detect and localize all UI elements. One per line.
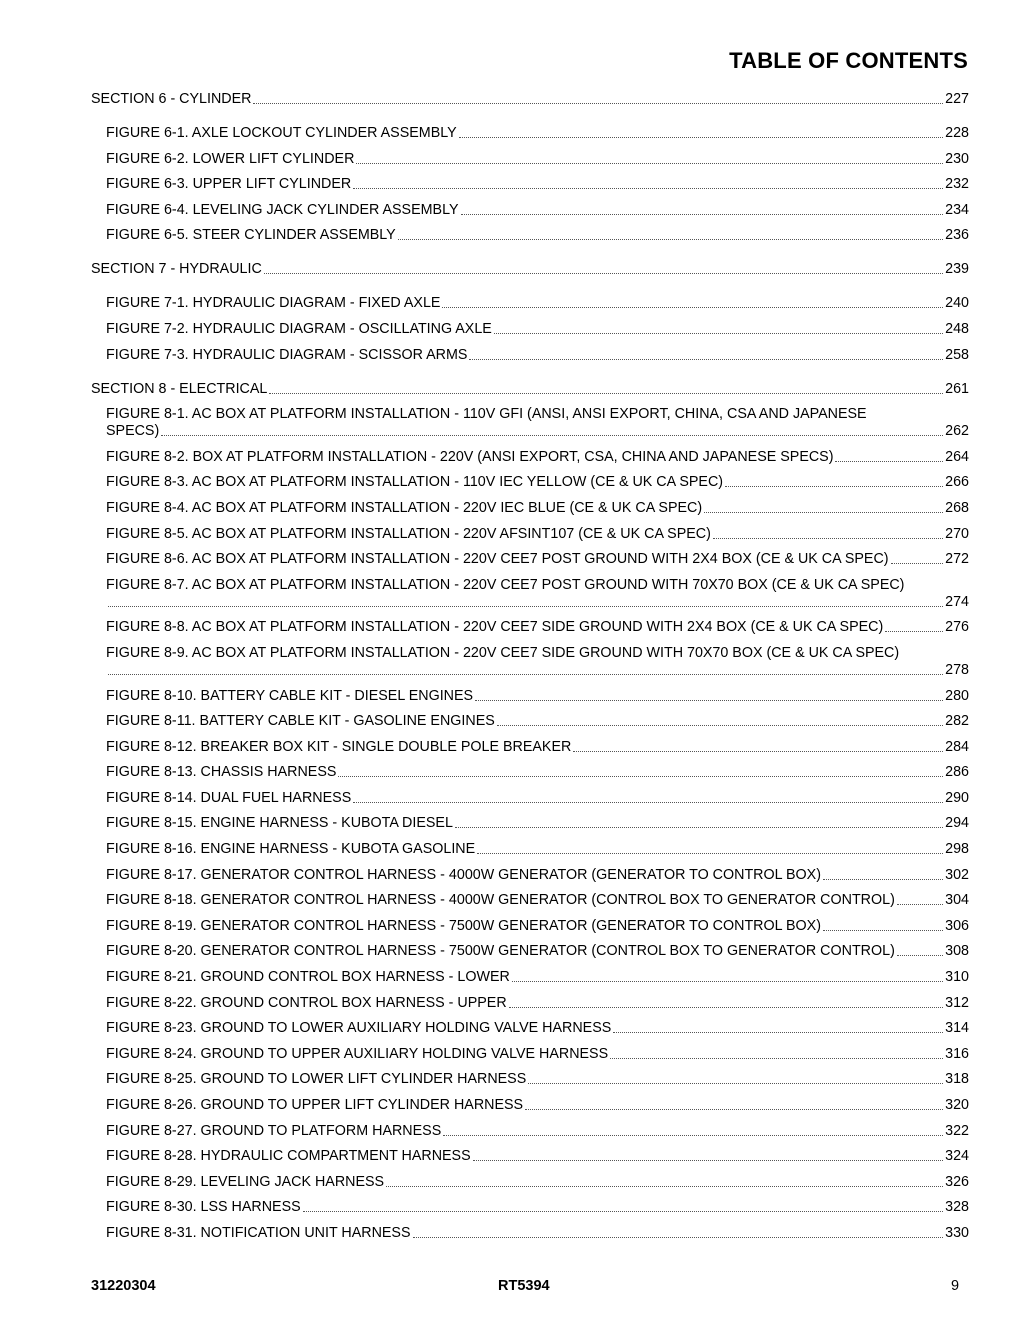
toc-entry-label: FIGURE 8-6. AC BOX AT PLATFORM INSTALLATION - 220V CEE7 POST GROUND WITH 2X4 BOX (CE & UK CA SPEC) xyxy=(106,551,889,568)
toc-entry-page: 308 xyxy=(945,943,969,960)
toc-entry-label: FIGURE 8-22. GROUND CONTROL BOX HARNESS - UPPER xyxy=(106,994,507,1011)
dot-leader xyxy=(264,273,943,274)
toc-entry-label: SECTION 6 - CYLINDER xyxy=(91,91,252,107)
toc-entry-label: FIGURE 8-8. AC BOX AT PLATFORM INSTALLATION - 220V CEE7 SIDE GROUND WITH 2X4 BOX (CE & UK CA SPEC) xyxy=(106,619,884,636)
toc-entry-label: FIGURE 8-25. GROUND TO LOWER LIFT CYLINDER HARNESS xyxy=(106,1071,527,1088)
toc-entry-figure[interactable] xyxy=(91,474,969,491)
toc-entry-figure[interactable] xyxy=(91,526,969,543)
toc-entry-page: 322 xyxy=(945,1122,969,1139)
toc-entry-page: 234 xyxy=(945,201,969,218)
toc-entry-label: FIGURE 8-5. AC BOX AT PLATFORM INSTALLATION - 220V AFSINT107 (CE & UK CA SPEC) xyxy=(106,525,711,542)
toc-entry-label: SECTION 8 - ELECTRICAL xyxy=(91,380,268,397)
toc-entry-section[interactable] xyxy=(91,91,969,108)
toc-entry-page: 310 xyxy=(945,969,969,986)
toc-entry-label: FIGURE 8-30. LSS HARNESS xyxy=(106,1199,301,1216)
toc-entry-label: FIGURE 7-2. HYDRAULIC DIAGRAM - OSCILLATING AXLE xyxy=(106,320,492,337)
toc-entry-page: 294 xyxy=(945,815,969,832)
toc-entry-label: FIGURE 8-14. DUAL FUEL HARNESS xyxy=(106,789,352,806)
toc-entry-figure[interactable] xyxy=(91,841,969,858)
toc-entry-figure[interactable] xyxy=(91,1071,969,1088)
toc-entry-label: FIGURE 8-16. ENGINE HARNESS - KUBOTA GASOLINE xyxy=(106,841,476,858)
dot-leader xyxy=(823,879,943,880)
toc-entry-label: FIGURE 8-1. AC BOX AT PLATFORM INSTALLATION - 110V GFI (ANSI, ANSI EXPORT, CHINA, CSA AND JAPANESE xyxy=(106,406,867,423)
toc-entry-page: 278 xyxy=(945,661,969,678)
dot-leader xyxy=(835,461,943,462)
toc-entry-page: 272 xyxy=(945,551,969,568)
dot-leader xyxy=(469,359,943,360)
toc-entry-page: 240 xyxy=(945,295,969,312)
toc-entry-label: FIGURE 8-9. AC BOX AT PLATFORM INSTALLATION - 220V CEE7 SIDE GROUND WITH 70X70 BOX (CE & UK CA SPEC) xyxy=(106,644,900,661)
toc-entry-figure[interactable] xyxy=(91,125,969,142)
dot-leader xyxy=(613,1032,943,1033)
toc-entry-page: 248 xyxy=(945,320,969,337)
toc-entry-page: 286 xyxy=(945,764,969,781)
toc-entry-label: FIGURE 8-21. GROUND CONTROL BOX HARNESS - LOWER xyxy=(106,969,510,986)
dot-leader xyxy=(477,853,943,854)
dot-leader xyxy=(475,700,943,701)
toc-entry-label-continued: SPECS) xyxy=(106,423,160,440)
toc-entry-continuation xyxy=(106,594,969,611)
toc-entry-figure[interactable] xyxy=(91,1225,969,1242)
toc-entry-figure[interactable] xyxy=(91,551,969,568)
toc-entry-label: FIGURE 8-11. BATTERY CABLE KIT - GASOLINE ENGINES xyxy=(106,713,495,730)
toc-entry-figure[interactable] xyxy=(91,577,969,611)
toc-entry-label: SECTION 7 - HYDRAULIC xyxy=(91,261,262,278)
toc-entry-page: 314 xyxy=(945,1020,969,1037)
toc-entry-figure[interactable] xyxy=(91,227,969,244)
dot-leader xyxy=(897,904,943,905)
toc-entry-figure[interactable] xyxy=(91,815,969,832)
toc-entry-page: 274 xyxy=(945,593,969,610)
dot-leader xyxy=(891,563,944,564)
dot-leader xyxy=(885,631,943,632)
toc-entry-figure[interactable] xyxy=(91,1097,969,1114)
footer-model: RT5394 xyxy=(498,1278,550,1294)
toc-entry-page: 318 xyxy=(945,1071,969,1088)
toc-entry-figure[interactable] xyxy=(91,151,969,168)
toc-entry-figure[interactable] xyxy=(91,1148,969,1165)
toc-entry-page: 268 xyxy=(945,499,969,516)
dot-leader xyxy=(573,751,943,752)
toc-entry-figure[interactable] xyxy=(91,645,969,679)
toc-entry-figure[interactable] xyxy=(91,790,969,807)
toc-entry-continuation xyxy=(106,662,969,679)
toc-entry-figure[interactable] xyxy=(91,449,969,466)
dot-leader xyxy=(525,1109,943,1110)
toc-entry-label: FIGURE 6-2. LOWER LIFT CYLINDER xyxy=(106,150,355,167)
toc-entry-figure[interactable] xyxy=(91,943,969,960)
dot-leader xyxy=(108,606,943,607)
dot-leader xyxy=(610,1058,943,1059)
dot-leader xyxy=(461,214,944,215)
toc-entry-page: 270 xyxy=(945,525,969,542)
toc-entry-figure[interactable] xyxy=(91,764,969,781)
toc-entry-label: FIGURE 8-20. GENERATOR CONTROL HARNESS - 7500W GENERATOR (CONTROL BOX TO GENERATOR CONTROL) xyxy=(106,943,895,960)
toc-entry-label: FIGURE 8-23. GROUND TO LOWER AUXILIARY HOLDING VALVE HARNESS xyxy=(106,1020,612,1037)
toc-entry-label: FIGURE 8-10. BATTERY CABLE KIT - DIESEL ENGINES xyxy=(106,687,474,704)
table-of-contents xyxy=(91,91,969,1242)
toc-entry-figure[interactable] xyxy=(91,295,969,312)
toc-entry-label: FIGURE 8-15. ENGINE HARNESS - KUBOTA DIESEL xyxy=(106,815,453,832)
toc-entry-label: FIGURE 8-18. GENERATOR CONTROL HARNESS - 4000W GENERATOR (CONTROL BOX TO GENERATOR CONTROL) xyxy=(106,892,895,909)
dot-leader xyxy=(356,163,943,164)
toc-entry-figure[interactable] xyxy=(91,619,969,636)
toc-entry-page: 282 xyxy=(945,713,969,730)
dot-leader xyxy=(413,1237,944,1238)
dot-leader xyxy=(497,725,943,726)
toc-entry-page: 290 xyxy=(945,789,969,806)
toc-entry-figure[interactable] xyxy=(91,1199,969,1216)
dot-leader xyxy=(353,188,943,189)
toc-entry-label: FIGURE 8-2. BOX AT PLATFORM INSTALLATION - 220V (ANSI EXPORT, CSA, CHINA AND JAPANESE SPECS) xyxy=(106,448,834,465)
toc-entry-label: FIGURE 6-3. UPPER LIFT CYLINDER xyxy=(106,176,352,193)
toc-entry-figure[interactable] xyxy=(91,995,969,1012)
dot-leader xyxy=(713,538,943,539)
dot-leader xyxy=(528,1083,943,1084)
toc-entry-page: 316 xyxy=(945,1045,969,1062)
footer-page-number: 9 xyxy=(951,1278,960,1294)
dot-leader xyxy=(512,981,943,982)
toc-entry-label: FIGURE 8-3. AC BOX AT PLATFORM INSTALLATION - 110V IEC YELLOW (CE & UK CA SPEC) xyxy=(106,474,724,491)
dot-leader xyxy=(704,512,943,513)
dot-leader xyxy=(459,137,943,138)
dot-leader xyxy=(269,393,943,394)
toc-entry-page: 258 xyxy=(945,346,969,363)
toc-entry-label: FIGURE 8-31. NOTIFICATION UNIT HARNESS xyxy=(106,1224,411,1241)
toc-entry-label: FIGURE 8-28. HYDRAULIC COMPARTMENT HARNESS xyxy=(106,1148,471,1165)
toc-entry-page: 302 xyxy=(945,866,969,883)
toc-entry-figure[interactable] xyxy=(91,1046,969,1063)
toc-entry-section[interactable] xyxy=(91,261,969,278)
toc-entry-page: 328 xyxy=(945,1199,969,1216)
dot-leader xyxy=(303,1211,943,1212)
toc-entry-page: 326 xyxy=(945,1173,969,1190)
toc-entry-page: 324 xyxy=(945,1148,969,1165)
toc-entry-label: FIGURE 8-24. GROUND TO UPPER AUXILIARY HOLDING VALVE HARNESS xyxy=(106,1045,609,1062)
toc-entry-label: FIGURE 8-7. AC BOX AT PLATFORM INSTALLATION - 220V CEE7 POST GROUND WITH 70X70 BOX (CE & UK CA SPEC) xyxy=(106,576,905,593)
toc-entry-page: 232 xyxy=(945,176,969,193)
dot-leader xyxy=(443,1135,943,1136)
toc-entry-page: 312 xyxy=(945,994,969,1011)
toc-entry-figure[interactable] xyxy=(91,892,969,909)
dot-leader xyxy=(253,103,943,104)
toc-entry-page: 284 xyxy=(945,738,969,755)
toc-entry-figure[interactable] xyxy=(91,406,969,440)
dot-leader xyxy=(353,802,943,803)
toc-entry-page: 236 xyxy=(945,227,969,244)
toc-entry-page: 330 xyxy=(945,1224,969,1241)
toc-entry-label: FIGURE 8-4. AC BOX AT PLATFORM INSTALLATION - 220V IEC BLUE (CE & UK CA SPEC) xyxy=(106,499,703,516)
toc-entry-page: 304 xyxy=(945,892,969,909)
toc-entry-page: 280 xyxy=(945,687,969,704)
toc-entry-figure[interactable] xyxy=(91,688,969,705)
toc-entry-label: FIGURE 8-29. LEVELING JACK HARNESS xyxy=(106,1173,385,1190)
dot-leader xyxy=(161,435,943,436)
toc-entry-label: FIGURE 6-1. AXLE LOCKOUT CYLINDER ASSEMBLY xyxy=(106,125,457,141)
toc-entry-figure[interactable] xyxy=(91,321,969,338)
toc-entry-label: FIGURE 6-4. LEVELING JACK CYLINDER ASSEMBLY xyxy=(106,201,459,218)
footer-doc-number: 31220304 xyxy=(91,1278,156,1294)
toc-entry-page: 320 xyxy=(945,1097,969,1113)
toc-entry-figure[interactable] xyxy=(91,867,969,884)
dot-leader xyxy=(442,307,943,308)
toc-entry-label: FIGURE 8-13. CHASSIS HARNESS xyxy=(106,764,337,781)
toc-entry-label: FIGURE 8-12. BREAKER BOX KIT - SINGLE DOUBLE POLE BREAKER xyxy=(106,738,572,755)
dot-leader xyxy=(338,776,943,777)
toc-entry-figure[interactable] xyxy=(91,713,969,730)
toc-entry-figure[interactable] xyxy=(91,500,969,517)
toc-entry-label: FIGURE 7-1. HYDRAULIC DIAGRAM - FIXED AXLE xyxy=(106,295,441,312)
toc-entry-page: 262 xyxy=(945,423,969,440)
dot-leader xyxy=(455,827,943,828)
toc-entry-figure[interactable] xyxy=(91,176,969,193)
dot-leader xyxy=(386,1186,943,1187)
dot-leader xyxy=(823,930,943,931)
toc-entry-figure[interactable] xyxy=(91,1174,969,1191)
toc-entry-page: 228 xyxy=(945,125,969,141)
dot-leader xyxy=(108,674,943,675)
toc-entry-page: 276 xyxy=(945,619,969,636)
toc-entry-page: 230 xyxy=(945,150,969,167)
toc-entry-label: FIGURE 8-27. GROUND TO PLATFORM HARNESS xyxy=(106,1122,442,1139)
toc-entry-page: 261 xyxy=(945,380,969,397)
toc-entry-label: FIGURE 8-19. GENERATOR CONTROL HARNESS - 7500W GENERATOR (GENERATOR TO CONTROL BOX) xyxy=(106,917,821,934)
toc-entry-page: 264 xyxy=(945,448,969,465)
toc-entry-figure[interactable] xyxy=(91,347,969,364)
toc-entry-label: FIGURE 8-26. GROUND TO UPPER LIFT CYLINDER HARNESS xyxy=(106,1097,524,1113)
dot-leader xyxy=(473,1160,944,1161)
toc-entry-page: 227 xyxy=(945,91,969,107)
toc-entry-page: 239 xyxy=(945,261,969,278)
toc-entry-page: 266 xyxy=(945,474,969,491)
toc-entry-continuation xyxy=(106,423,969,440)
dot-leader xyxy=(897,955,943,956)
dot-leader xyxy=(398,239,943,240)
toc-entry-label: FIGURE 8-17. GENERATOR CONTROL HARNESS - 4000W GENERATOR (GENERATOR TO CONTROL BOX) xyxy=(106,866,821,883)
toc-entry-figure[interactable] xyxy=(91,918,969,935)
dot-leader xyxy=(725,486,943,487)
toc-entry-figure[interactable] xyxy=(91,739,969,756)
toc-entry-page: 306 xyxy=(945,917,969,934)
toc-entry-page: 298 xyxy=(945,841,969,858)
dot-leader xyxy=(494,333,943,334)
toc-entry-label: FIGURE 6-5. STEER CYLINDER ASSEMBLY xyxy=(106,227,396,244)
toc-entry-label: FIGURE 7-3. HYDRAULIC DIAGRAM - SCISSOR ARMS xyxy=(106,346,468,363)
toc-entry-figure[interactable] xyxy=(91,1123,969,1140)
toc-entry-figure[interactable] xyxy=(91,202,969,219)
dot-leader xyxy=(509,1007,943,1008)
toc-entry-figure[interactable] xyxy=(91,969,969,986)
page-title: TABLE OF CONTENTS xyxy=(729,48,968,73)
toc-entry-section[interactable] xyxy=(91,381,969,398)
toc-entry-figure[interactable] xyxy=(91,1020,969,1037)
